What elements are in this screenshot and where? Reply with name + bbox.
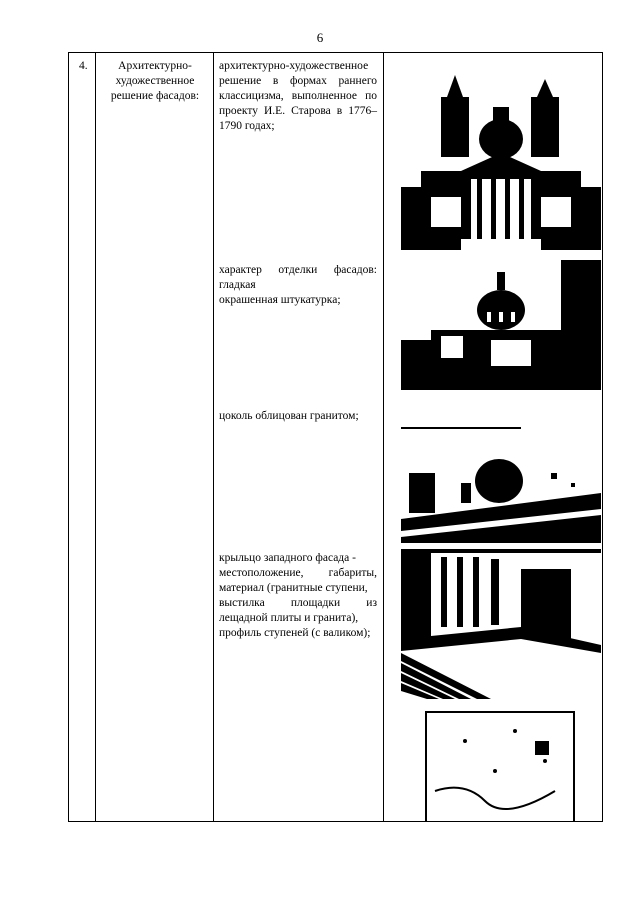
description-line: проекту И.Е. Старова в 1776– [219, 105, 377, 117]
description-line: материал (гранитные ступени, [219, 582, 368, 594]
description-line: профиль ступеней (с валиком); [219, 627, 371, 639]
west-porch-steps-photo-icon [401, 549, 601, 699]
description-line: лещадной плиты и гранита), [219, 612, 359, 624]
description-line: местоположение, габариты, [219, 567, 377, 579]
description-line: выстилка площадки из [219, 597, 377, 609]
element-name-line: решение фасадов: [110, 90, 200, 102]
element-name-line: художественное [115, 75, 195, 87]
facade-table [68, 52, 603, 822]
element-name [100, 59, 210, 104]
cathedral-front-photo-icon [401, 67, 601, 250]
row-number: 4. [79, 60, 88, 72]
description-line: окрашенная штукатурка; [219, 294, 341, 306]
column-divider [383, 53, 384, 821]
description-line: гладкая [219, 279, 256, 291]
description-line: решение в формах раннего [219, 75, 377, 87]
description-line: цоколь облицован гранитом; [219, 410, 359, 422]
description-line: классицизма, выполненное по [219, 90, 377, 102]
page-number: 6 [316, 30, 324, 45]
element-name-line: Архитектурно- [118, 60, 192, 72]
description-line: архитектурно-художественное [219, 60, 369, 72]
description-line: характер отделки фасадов: [219, 264, 377, 276]
description-plinth [219, 409, 377, 424]
description-line: крыльцо западного фасада - [219, 552, 356, 564]
description-porch [219, 551, 377, 641]
granite-plinth-photo-icon [401, 423, 601, 543]
church-dome-photo-icon [401, 260, 601, 390]
description-architecture [219, 59, 377, 134]
column-divider [213, 53, 214, 821]
description-finish [219, 263, 377, 308]
description-line: 1790 годах; [219, 120, 275, 132]
step-profile-photo-icon [425, 711, 575, 821]
column-divider [95, 53, 96, 821]
